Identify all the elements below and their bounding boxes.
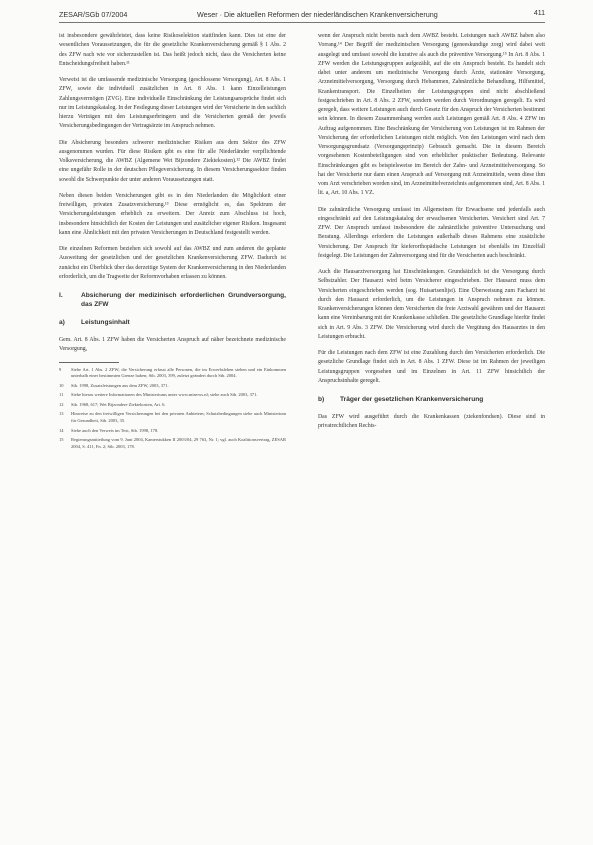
subsection-heading xyxy=(59,318,286,327)
section-number: I. xyxy=(59,292,63,299)
paragraph: Für die Leistungen nach dem ZFW ist eine Zuzahlung durch den Versicherten erforderlich. Die gesetzliche Grundlage findet sich in Art. 8 Abs. 1 ZFW. Diese ist im Rahmen der jeweiligen Leistungsgruppen vorgesehen und im Einzelnen in Art. 11 ZFW hinsichtlich der Anspruchsinhalte geregelt. xyxy=(318,350,545,384)
subsection-heading xyxy=(318,395,545,404)
paragraph: Die einzelnen Reformen beziehen sich sowohl auf das AWBZ und zum anderen die geplante Ausweitung der gesetzlichen und der gesetzlichen Krankenversicherung ZFW. Dadurch ist zunächst ein Überblick über das derzeitige System der Krankenversicherung in den Niederlanden erforderlich, um die Tragweite der Reformvorhaben erfassen zu können. xyxy=(59,246,286,280)
subsection-number: b) xyxy=(318,396,325,403)
paragraph: ist insbesondere gewährleistet, dass keine Risikoselektion stattfinden kann. Dies ist eine der wesentlichen Voraussetzungen, die für die gesetzliche Krankenversicherung gemäß § 1 Abs. 2 des ZFW nach wie vor sicherzustellen ist. Das heißt jedoch nicht, dass die Versicherten keine Entscheidungsfreiheit haben.¹¹ xyxy=(59,33,286,67)
left-column xyxy=(59,32,286,453)
paragraph: wenn der Anspruch nicht bereits nach dem AWBZ besteht. Leistungen nach AWBZ haben also Vorrang.¹⁴ Der Begriff der medizinischen Versorgung (geneeskundige zorg) wird dabei weit ausgelegt und umfasst sowohl die kurative als auch die präventive Versorgung.¹⁵ In Art. 8 Abs. 1 ZFW werden die Leistungsgruppen aufgezählt, auf die ein Anspruch besteht. Es handelt sich dabei unter anderem um medizinische Versorgung durch Ärzte, stationäre Versorgung, Arzneimittelversorgung, Versorgung durch Hebammen, Zahnärztliche Behandlung, Hilfsmittel, Krankentransport. Die Einzelheiten der Leistungsgruppen sind nicht abschließend festgeschrieben in Art. 8 Abs. 2 ZFW, sondern werden durch Verordnungen geregelt. Es wird geregelt, dass weitere Leistungen auch durch Gesetz für den Anspruch der Versicherten bestimmt sein können. In diesem Zusammenhang werden auch Leistungen gemäß Art. 8 Abs. 4 ZFW im Auftrag aufgenommen. Eine Beschränkung der Versicherung von Leistungen ist im Rahmen der Versicherung der erforderlichen Leistungen nicht möglich. Von den Leistungen wird nach dem Versorgungsgrundsatz (Versorgungsprinzip) Gebrauch gemacht. Die in diesem Bereich vorgesehenen Kostenbeteiligungen sind von erheblicher praktischer Bedeutung. Relevante Einschränkungen gibt es beispielsweise im Bereich der Zahn- und Arzneimittelversorgung. So hat der Versicherte nur dann einen Anspruch auf Versorgung mit Arzneimitteln, wenn diese ihm vom Arzt verschrieben worden sind, im Arzneimittelverzeichnis aufgenommen sind, Art. 8 Abs. 1 lit. a, Art. 10 Abs. 1 VZ. xyxy=(318,33,545,197)
right-column xyxy=(318,32,545,439)
section-heading xyxy=(59,291,286,309)
footnote: 15 Regierungsmitteilung vom 9. Juni 2004, Kamerstukken II 2003/04, 29 763, Nr. 1; vgl. auch Koalitionsvertrag, ZESAR 2004, S. 411, Fn. 2; Stb. 2003, 178. xyxy=(59,437,286,449)
paragraph: Das ZFW wird ausgeführt durch die Krankenkassen (ziekenfondsen). Diese sind in privatrechtlichen Rechts- xyxy=(318,414,545,430)
subsection-number: a) xyxy=(59,319,65,326)
paragraph: Neben diesen beiden Versicherungen gibt es in den Niederlanden die Möglichkeit einer freiwilligen, privaten Zusatzversicherung.¹³ Diese ermöglicht es, das Spektrum der Versicherungsleistungen erheblich zu erweitern. Der Anreiz zum Abschluss ist hoch, insbesondere hinsichtlich der Kosten der Leistungen und zusätzlicher eigener Risiken. Insgesamt kann eine Ähnlichkeit mit den privaten Versicherungen in Deutschland festgestellt werden. xyxy=(59,192,286,236)
subsection-title: Leistungsinhalt xyxy=(81,319,130,326)
paragraph: Gem. Art. 8 Abs. 1 ZFW haben die Versicherten Anspruch auf näher bezeichnete medizinische Versorgung, xyxy=(59,337,286,353)
paragraph: Verweist ist die umfassende medizinische Versorgung (geschlossene Versorgung), Art. 8 Abs. 1 ZFW, sowie die individuell zusätzlichen in Art. 8 Abs. 1 kann Einzelleistungen Zahlungsvermögen (ZVG). Eine individuelle Einschränkung der Leistungsansprüche findet sich nur im Leistungskatalog. In der Festlegung dieser Leistungen wird der Versicherte in den sachlich hierzu Verträgen mit den Leistungserbringern und die Versicherten gemäß der jeweils Versicherungsbedingungen der Vertragsärzte im Anspruch nehmen. xyxy=(59,77,286,130)
footnote: 13 Hinweise zu den freiwilligen Versicherungen bei den privaten Anbietern; Schutzbedingungen siehe auch Ministerium für Gesundheit, Stb. 2003, 35. xyxy=(59,411,286,424)
paragraph: Auch die Hausarztversorgung hat Einschränkungen. Grundsätzlich ist die Versorgung durch Selbstzahler. Der Hausarzt wird beim Versicherer eingeschrieben. Der Hausarzt muss dem Versicherten eingeschrieben werden (sog. Huisartsenlijst). Eine Überweisung zum Facharzt ist durch den Hausarzt erforderlich, um die Leistungen in Anspruch nehmen zu können. Krankenversicherungen können dem Versicherten die freie Arztwahl gewähren und der Hausarzt kann eine Vereinbarung mit der Krankenkasse schließen. Die gesetzliche Grundlage hierfür findet sich in Art. 9 Abs. 3 ZFW. Die Versicherung wird durch die Vergütung des Hausarztes in den Leistungen erbracht. xyxy=(318,269,545,340)
footnote: 14 Siehe auch den Verweis im Text, Stb. 1998, 178. xyxy=(59,427,159,433)
running-title: Weser · Die aktuellen Reformen der niederländischen Krankenversicherung xyxy=(197,10,438,19)
footnote: 12 Stb. 1968, 617; Wet Bijzondere Ziektekosten, Art. 6. xyxy=(59,401,166,407)
header-rule xyxy=(59,22,545,23)
footnote-rule xyxy=(59,362,119,363)
footnote: 10 Stb. 1998, Zusatzleistungen aus dem ZFW, 2003, 371. xyxy=(59,382,169,388)
paragraph: Die zahnärztliche Versorgung umfasst im Allgemeinen für Erwachsene und jedenfalls auch eingeschränkt auf den Leistungskatalog der erwachsenen Versicherten. Versichert sind Art. 7 ZFW. Der Anspruch umfasst insbesondere die zahnärztliche präventive Untersuchung und Beratung. Allerdings erfordern die Leistungen außerhalb dieses Rahmens eine zusätzliche Versicherung. Der Anspruch für kieferorthopädische Leistungen ist ebenfalls im Einzelfall festgelegt. Die Leistungen der Zahnversorgung sind für die Versicherten auch beschränkt. xyxy=(318,206,545,259)
paragraph: Die Absicherung besonders schwerer medizinischer Risiken aus dem Sektor des ZFW ausgenommen wurden. Für diese Risiken gibt es eine für alle Niederländer verpflichtende Volksversicherung, die AWBZ (Algemene Wet Bijzondere Ziektekosten).¹² Die AWBZ findet eine ungefähr Rolle in der deutschen Pflegeversicherung. In diesem Versicherungssektor finden sowohl die Schwerpunkte der unter anderen Voraussetzungen statt. xyxy=(59,139,286,183)
page-number: 411 xyxy=(533,10,545,17)
subsection-title: Träger der gesetzlichen Krankenversicherung xyxy=(340,396,484,403)
section-title: Absicherung der medizinisch erforderlichen Grundversorgung, das ZFW xyxy=(81,292,286,308)
footnote: 11 Siehe hierzu weitere Informationen des Ministeriums unter www.minvws.nl; siehe auch Stb. 2003, 371. xyxy=(59,392,258,398)
footnote: 9 Siehe Art. 1 Abs. 2 ZFW; die Versicherung erfasst alle Personen, die im Erwerbsleben stehen und ein Einkommen unterhalb einer bestimmten Grenze haben; Stb. 2003, 399, zuletzt geändert durch Stb. 2004. xyxy=(59,366,286,379)
journal-name: ZESAR/SGb 07/2004 xyxy=(59,10,128,19)
